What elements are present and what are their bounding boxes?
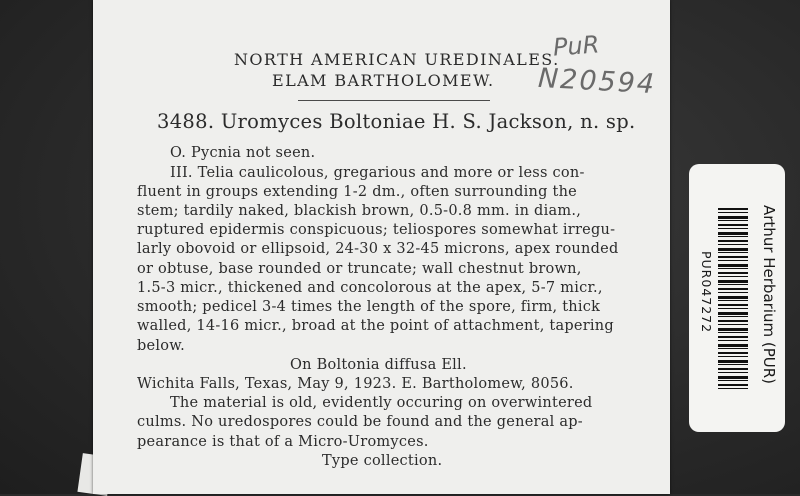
body-line: below. <box>137 338 186 354</box>
body-line: or obtuse, base rounded or truncate; wall chestnut brown, <box>137 261 582 277</box>
body-line: pearance is that of a Micro-Uromyces. <box>137 434 429 450</box>
body-line: III. Telia caulicolous, gregarious and more or less con- <box>170 165 585 181</box>
barcode-number: PUR047272 <box>699 251 714 334</box>
handwritten-accession: N20594 <box>537 62 657 101</box>
body-line: O. Pycnia not seen. <box>170 145 316 161</box>
barcode <box>718 208 748 392</box>
header-line-1: NORTH AMERICAN UREDINALES. <box>234 50 560 69</box>
herbarium-name: Arthur Herbarium (PUR) <box>760 205 778 385</box>
handwritten-pur: PuR <box>552 30 601 62</box>
host-line: On Boltonia diffusa Ell. <box>290 357 467 373</box>
body-line: larly obovoid or ellipsoid, 24-30 x 32-45 microns, apex rounded <box>137 241 619 257</box>
body-line: walled, 14-16 micr., broad at the point of attachment, tapering <box>137 318 614 334</box>
type-collection-line: Type collection. <box>322 453 443 469</box>
locality-line: Wichita Falls, Texas, May 9, 1923. E. Bartholomew, 8056. <box>137 376 574 392</box>
body-line: fluent in groups extending 1-2 dm., often surrounding the <box>137 184 578 200</box>
body-line: culms. No uredospores could be found and the general ap- <box>137 414 583 430</box>
body-line: smooth; pedicel 3-4 times the length of the spore, firm, thick <box>137 299 601 315</box>
header-divider <box>298 100 490 101</box>
header-line-2: ELAM BARTHOLOMEW. <box>272 71 495 90</box>
species-title: 3488. Uromyces Boltoniae H. S. Jackson, n. sp. <box>157 110 636 133</box>
body-line: The material is old, evidently occuring on overwintered <box>170 395 593 411</box>
body-line: stem; tardily naked, blackish brown, 0.5-0.8 mm. in diam., <box>137 203 582 219</box>
body-line: 1.5-3 micr., thickened and concolorous at the apex, 5-7 micr., <box>137 280 603 296</box>
body-line: ruptured epidermis conspicuous; teliospores somewhat irregu- <box>137 222 616 238</box>
